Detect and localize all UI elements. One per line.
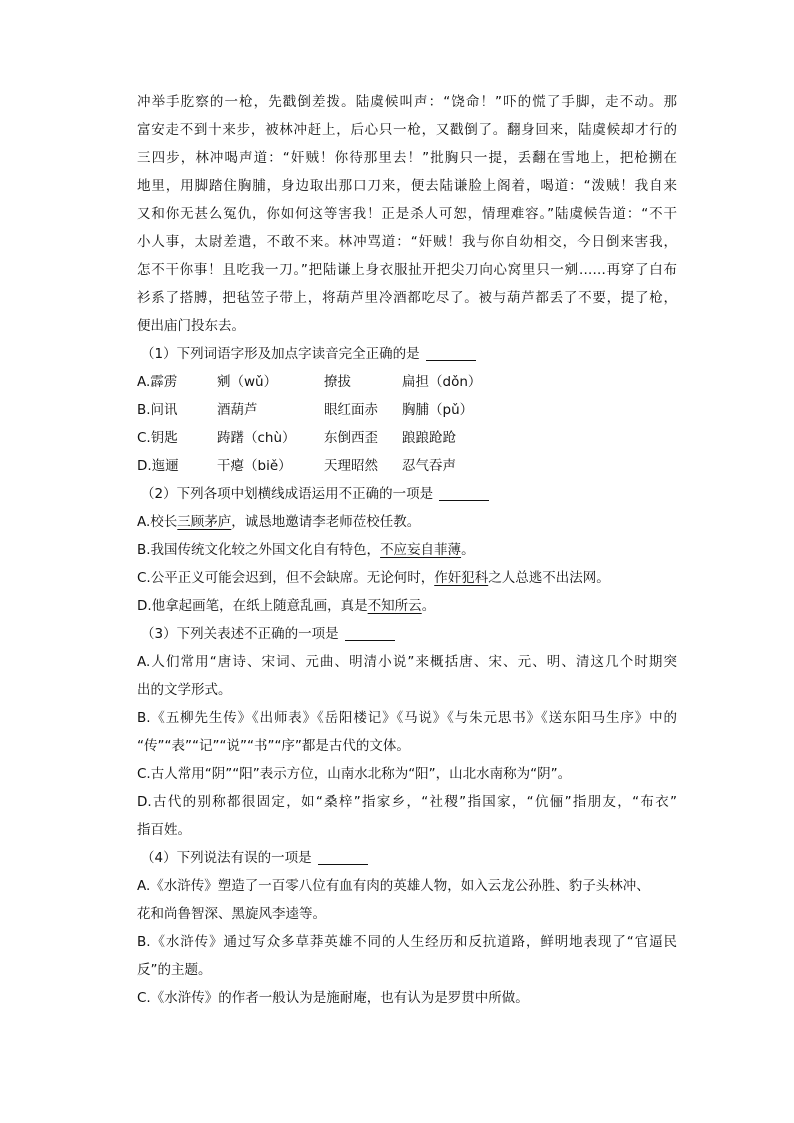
- option-line: B.《水浒传》通过写众多草莽英雄不同的人生经历和反抗道路，鲜明地表现了“官逼民: [137, 934, 677, 950]
- option-line: C.《水浒传》的作者一般认为是施耐庵，也有认为是罗贯中所做。: [137, 990, 529, 1006]
- passage-line: 衫系了搭膊，把毡笠子带上，将葫芦里冷酒都吃尽了。被与葫芦都丢了不要，提了枪，: [137, 290, 677, 306]
- underlined-idiom: 作奸犯科: [434, 570, 489, 586]
- question-3: [137, 620, 677, 844]
- question-stem: （1）下列词语字形及加点字读音完全正确的是: [137, 340, 677, 368]
- option-line: 花和尚鲁智深、黑旋风李逵等。: [137, 906, 326, 922]
- passage-line: 便出庙门投东去。: [137, 318, 245, 334]
- option-line: B.《五柳先生传》《出师表》《岳阳楼记》《马说》《与朱元思书》《送东阳马生序》中的: [137, 710, 677, 726]
- option-row: C.钥匙 踌躇（chù） 东倒西歪 踉踉跄跄: [137, 430, 456, 446]
- answer-blank[interactable]: [439, 486, 489, 501]
- option-row: A.霹雳 剜（wǔ） 撩拔 扁担（dǒn）: [137, 374, 482, 390]
- passage-line: 怎不干你事！且吃我一刀。”把陆谦上身衣服扯开把尖刀向心窝里只一剜……再穿了白布: [137, 262, 677, 278]
- option-line: A.《水浒传》塑造了一百零八位有血有肉的英雄人物，如入云龙公孙胜、豹子头林冲、: [137, 878, 650, 894]
- passage-line: 地里，用脚踏住胸脯，身边取出那口刀来，便去陆谦脸上阁着，喝道：“泼贼！我自来: [137, 178, 677, 194]
- option-line: “传”“表”“记”“说”“书”“序”都是古代的文体。: [137, 738, 410, 754]
- underlined-idiom: 不应妄自菲薄: [380, 542, 462, 558]
- answer-blank[interactable]: [318, 850, 368, 865]
- option-b: B.我国传统文化较之外国文化自有特色，不应妄自菲薄。: [137, 542, 475, 558]
- question-stem: （3）下列关表述不正确的一项是: [137, 620, 677, 648]
- passage-line: 三四步，林冲喝声道：“奸贼！你待那里去！”批胸只一提，丢翻在雪地上，把枪搠在: [137, 150, 677, 166]
- answer-blank[interactable]: [345, 626, 395, 641]
- underlined-idiom: 不知所云: [367, 598, 422, 614]
- answer-blank[interactable]: [426, 346, 476, 361]
- passage: [137, 88, 677, 340]
- document-page: [137, 88, 677, 1012]
- question-1: [137, 340, 677, 480]
- option-c: C.公平正义可能会迟到，但不会缺席。无论何时，作奸犯科之人总逃不出法网。: [137, 570, 610, 586]
- option-row: D.迤逦 干瘪（biě） 天理昭然 忍气吞声: [137, 458, 456, 474]
- option-line: 指百姓。: [137, 822, 191, 838]
- passage-line: 富安走不到十来步，被林冲赶上，后心只一枪，又戳倒了。翻身回来，陆虞候却才行的: [137, 122, 677, 138]
- question-stem: （2）下列各项中划横线成语运用不正确的一项是: [137, 480, 677, 508]
- option-line: D.古代的别称都很固定，如“桑梓”指家乡，“社稷”指国家，“伉俪”指朋友，“布衣”: [137, 794, 677, 810]
- passage-line: 小人事，太尉差遣，不敢不来。林冲骂道：“奸贼！我与你自幼相交，今日倒来害我，: [137, 234, 677, 250]
- question-2: [137, 480, 677, 620]
- option-a: A.校长三顾茅庐，诚恳地邀请李老师莅校任教。: [137, 514, 421, 530]
- question-4: [137, 844, 677, 1012]
- question-stem: （4）下列说法有误的一项是: [137, 844, 677, 872]
- option-line: 出的文学形式。: [137, 682, 232, 698]
- option-row: B.问讯 酒葫芦 眼红面赤 胸脯（pǔ）: [137, 402, 474, 418]
- passage-line: 冲举手肐察的一枪，先戳倒差拨。陆虞候叫声：“饶命！”吓的慌了手脚，走不动。那: [137, 94, 677, 110]
- option-line: C.古人常用“阴”“阳”表示方位，山南水北称为“阳”，山北水南称为“阴”。: [137, 766, 572, 782]
- option-d: D.他拿起画笔，在纸上随意乱画，真是不知所云。: [137, 598, 436, 614]
- option-line: A.人们常用“唐诗、宋词、元曲、明清小说”来概括唐、宋、元、明、清这几个时期突: [137, 654, 677, 670]
- underlined-idiom: 三顾茅庐: [177, 514, 232, 530]
- option-line: 反”的主题。: [137, 962, 212, 978]
- passage-line: 又和你无甚么冤仇，你如何这等害我！正是杀人可恕，情理难容。”陆虞候告道：“不干: [137, 206, 677, 222]
